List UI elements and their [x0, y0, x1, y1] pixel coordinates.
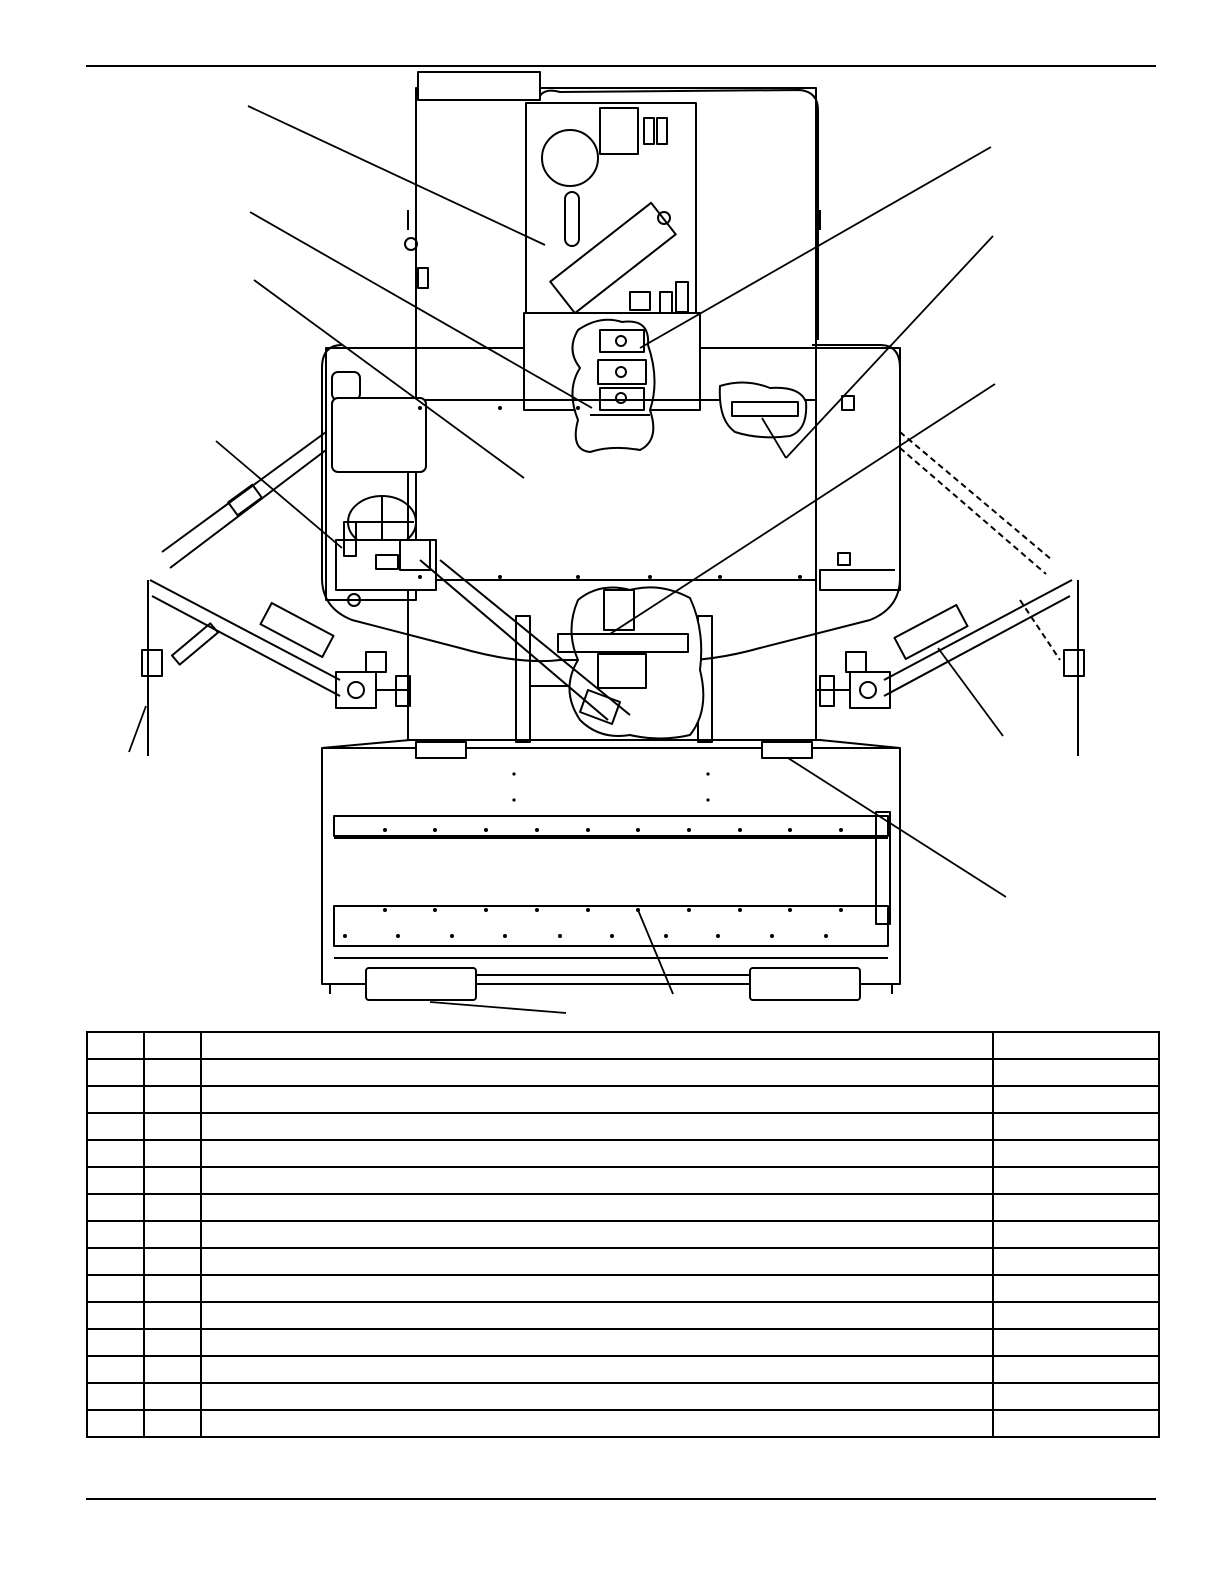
- ref-no-cell: [87, 1059, 144, 1086]
- ref-no-cell: [87, 1140, 144, 1167]
- table-row: [87, 1059, 1159, 1086]
- center-frame: [420, 560, 712, 742]
- description-cell: [201, 1410, 993, 1437]
- description-cell: [201, 1221, 993, 1248]
- qty-cell: [144, 1140, 201, 1167]
- part-no-cell: [993, 1275, 1159, 1302]
- leader-line-11: [638, 910, 673, 994]
- description-cell: [201, 1086, 993, 1113]
- table-row: [87, 1329, 1159, 1356]
- ref-no-cell: [87, 1113, 144, 1140]
- qty-cell: [144, 1410, 201, 1437]
- table-row: [87, 1167, 1159, 1194]
- table-row: [87, 1194, 1159, 1221]
- table-row: [87, 1410, 1159, 1437]
- part-no-cell: [993, 1086, 1159, 1113]
- description-cell: [201, 1383, 993, 1410]
- part-no-cell: [993, 1248, 1159, 1275]
- qty-cell: [144, 1383, 201, 1410]
- table-row: [87, 1140, 1159, 1167]
- ref-no-cell: [87, 1356, 144, 1383]
- part-no-cell: [993, 1221, 1159, 1248]
- description-cell: [201, 1194, 993, 1221]
- part-no-cell: [993, 1140, 1159, 1167]
- ref-no-cell: [87, 1329, 144, 1356]
- ref-no-cell: [87, 1167, 144, 1194]
- table-row: [87, 1086, 1159, 1113]
- qty-cell: [144, 1248, 201, 1275]
- pump-cutaway: [572, 320, 654, 452]
- part-no-cell: [993, 1059, 1159, 1086]
- description-cell: [201, 1113, 993, 1140]
- leader-line-5: [129, 706, 146, 752]
- leader-line-1: [248, 106, 545, 245]
- qty-cell: [144, 1167, 201, 1194]
- qty-cell: [144, 1032, 201, 1059]
- leader-line-10: [788, 758, 1006, 897]
- parts-table-body: [87, 1032, 1159, 1437]
- left-extension-arm: [142, 432, 410, 756]
- table-row: [87, 1356, 1159, 1383]
- table-row: [87, 1275, 1159, 1302]
- description-cell: [201, 1167, 993, 1194]
- footer-rule: [86, 1498, 1156, 1500]
- part-no-cell: [993, 1113, 1159, 1140]
- steering-console: [336, 496, 436, 606]
- part-no-cell: [993, 1383, 1159, 1410]
- qty-cell: [144, 1194, 201, 1221]
- ref-no-cell: [87, 1248, 144, 1275]
- ref-no-cell: [87, 1032, 144, 1059]
- qty-cell: [144, 1356, 201, 1383]
- qty-cell: [144, 1275, 201, 1302]
- part-no-cell: [993, 1356, 1159, 1383]
- screed-bolts: [343, 772, 843, 938]
- ref-no-cell: [87, 1302, 144, 1329]
- table-header-row: [87, 1032, 1159, 1059]
- description-cell: [201, 1302, 993, 1329]
- description-cell: [201, 1059, 993, 1086]
- ref-no-cell: [87, 1221, 144, 1248]
- part-no-cell: [993, 1410, 1159, 1437]
- description-cell: [201, 1275, 993, 1302]
- table-row: [87, 1113, 1159, 1140]
- qty-cell: [144, 1113, 201, 1140]
- qty-cell: [144, 1221, 201, 1248]
- ref-no-cell: [87, 1275, 144, 1302]
- part-no-cell: [993, 1329, 1159, 1356]
- ref-no-cell: [87, 1086, 144, 1113]
- qty-cell: [144, 1086, 201, 1113]
- part-no-cell: [993, 1194, 1159, 1221]
- parts-table: [86, 1031, 1160, 1438]
- table-row: [87, 1248, 1159, 1275]
- right-extension-arm: [816, 432, 1084, 756]
- machine-drawing: [0, 60, 1224, 1020]
- description-cell: [201, 1248, 993, 1275]
- qty-cell: [144, 1302, 201, 1329]
- ref-no-cell: [87, 1383, 144, 1410]
- leader-line-12: [430, 1002, 566, 1013]
- description-cell: [201, 1356, 993, 1383]
- leader-line-4: [216, 441, 342, 548]
- part-no-cell: [993, 1167, 1159, 1194]
- leader-line-9: [938, 648, 1003, 736]
- table-row: [87, 1302, 1159, 1329]
- description-cell: [201, 1329, 993, 1356]
- part-no-cell: [993, 1302, 1159, 1329]
- table-row: [87, 1383, 1159, 1410]
- ref-no-cell: [87, 1194, 144, 1221]
- qty-cell: [144, 1329, 201, 1356]
- table-row: [87, 1221, 1159, 1248]
- description-cell: [201, 1140, 993, 1167]
- description-cell: [201, 1032, 993, 1059]
- ref-no-cell: [87, 1410, 144, 1437]
- screed-assembly: [322, 740, 900, 1000]
- part-no-cell: [993, 1032, 1159, 1059]
- qty-cell: [144, 1059, 201, 1086]
